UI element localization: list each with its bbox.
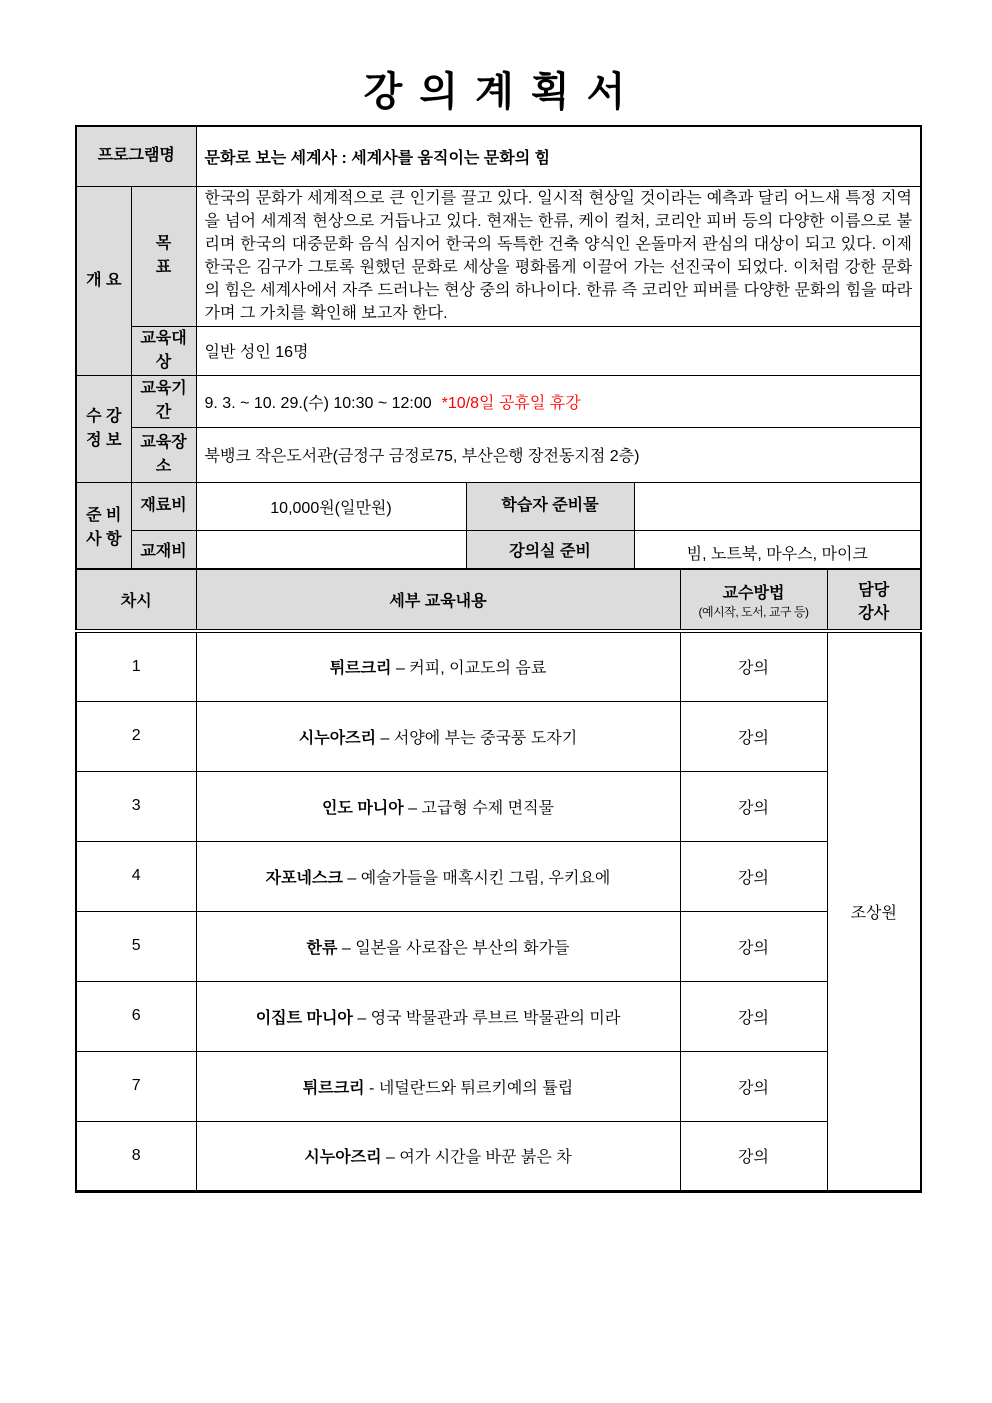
session-method: 강의 [680, 631, 827, 701]
session-no: 2 [76, 701, 196, 771]
place-value: 북뱅크 작은도서관(금정구 금정로75, 부산은행 장전동지점 2층) [196, 427, 921, 482]
session-row [76, 1051, 921, 1121]
session-content: 이집트 마니아 – 영국 박물관과 루브르 박물관의 미라 [196, 981, 680, 1051]
program-name-label: 프로그램명 [76, 126, 196, 186]
session-content: 시누아즈리 – 여가 시간을 바꾼 붉은 차 [196, 1121, 680, 1191]
session-row [76, 981, 921, 1051]
page-title: 강 의 계 획 서 [363, 70, 629, 114]
audience-value: 일반 성인 16명 [196, 326, 921, 375]
learner-supplies-value [634, 482, 921, 530]
goal-text: 한국의 문화가 세계적으로 큰 인기를 끌고 있다. 일시적 현상일 것이라는 예측과 달리 어느새 특정 지역을 넘어 세계적 현상으로 거듭나고 있다. 현재는 한류, 케이 컬처, 코리안 피버 등의 다양한 이름으로 불리며 한국의 대중문화 음식 심지어 한국의 독특한 건축 양식인 온돌마저 관심의 대상이 되고 있다. 이제 한국은 김구가 그토록 원했던 문화로 세상을 평화롭게 이끌어 가는 선진국이 되었다. 이처럼 강한 문화의 힘은 세계사에서 자주 드러나는 현상 중의 하나이다. 한류 즉 코리안 피버를 다양한 문화의 힘을 따라가며 그 가치를 확인해 보고자 한다. [196, 186, 921, 326]
learner-supplies-label: 학습자 준비물 [466, 482, 634, 530]
audience-label: 교육대 상 [131, 326, 196, 375]
period-value-cell [196, 375, 921, 427]
session-content: 인도 마니아 – 고급형 수제 면직물 [196, 771, 680, 841]
session-table [75, 568, 922, 1193]
textbook-cost-label: 교재비 [131, 530, 196, 575]
session-no: 7 [76, 1051, 196, 1121]
session-content: 자포네스크 – 예술가들을 매혹시킨 그림, 우키요에 [196, 841, 680, 911]
instructor-name: 조상원 [827, 631, 921, 1191]
session-no: 5 [76, 911, 196, 981]
session-method: 강의 [680, 1051, 827, 1121]
header-method: 교수방법 (예시작, 도서, 교구 등) [680, 569, 827, 631]
session-method: 강의 [680, 841, 827, 911]
session-no: 6 [76, 981, 196, 1051]
header-content: 세부 교육내용 [196, 569, 680, 631]
session-content: 시누아즈리 – 서양에 부는 중국풍 도자기 [196, 701, 680, 771]
period-value: 9. 3. ~ 10. 29.(수) 10:30 ~ 12:00 [204, 394, 432, 412]
program-name-value: 문화로 보는 세계사 : 세계사를 움직이는 문화의 힘 [196, 126, 921, 186]
header-method-sub: (예시작, 도서, 교구 등) [698, 604, 809, 619]
session-row [76, 631, 921, 701]
session-row [76, 701, 921, 771]
material-cost-value: 10,000원(일만원) [196, 482, 466, 530]
place-label: 교육장 소 [131, 427, 196, 482]
classroom-prep-value: 빔, 노트북, 마우스, 마이크 [634, 530, 921, 575]
material-cost-label: 재료비 [131, 482, 196, 530]
classroom-prep-label: 강의실 준비 [466, 530, 634, 575]
session-content: 튀르크리 – 커피, 이교도의 음료 [196, 631, 680, 701]
goal-label: 목 표 [131, 186, 196, 326]
session-content: 튀르크리 - 네덜란드와 튀르키예의 튤립 [196, 1051, 680, 1121]
session-method: 강의 [680, 911, 827, 981]
session-method: 강의 [680, 1121, 827, 1191]
course-section-label: 수 강 정 보 [76, 375, 131, 482]
period-label: 교육기 간 [131, 375, 196, 427]
session-row [76, 1121, 921, 1191]
header-session-no: 차시 [76, 569, 196, 631]
session-method: 강의 [680, 771, 827, 841]
session-no: 1 [76, 631, 196, 701]
session-no: 8 [76, 1121, 196, 1191]
session-content: 한류 – 일본을 사로잡은 부산의 화가들 [196, 911, 680, 981]
session-method: 강의 [680, 981, 827, 1051]
session-row [76, 841, 921, 911]
session-row [76, 911, 921, 981]
session-no: 3 [76, 771, 196, 841]
session-method: 강의 [680, 701, 827, 771]
period-holiday-note: *10/8일 공휴일 휴강 [441, 394, 581, 412]
preparation-section-label: 준 비 사 항 [76, 482, 131, 575]
session-no: 4 [76, 841, 196, 911]
session-row [76, 771, 921, 841]
overview-section-label: 개 요 [76, 186, 131, 375]
header-instructor: 담당 강사 [827, 569, 921, 631]
info-table [75, 125, 922, 576]
